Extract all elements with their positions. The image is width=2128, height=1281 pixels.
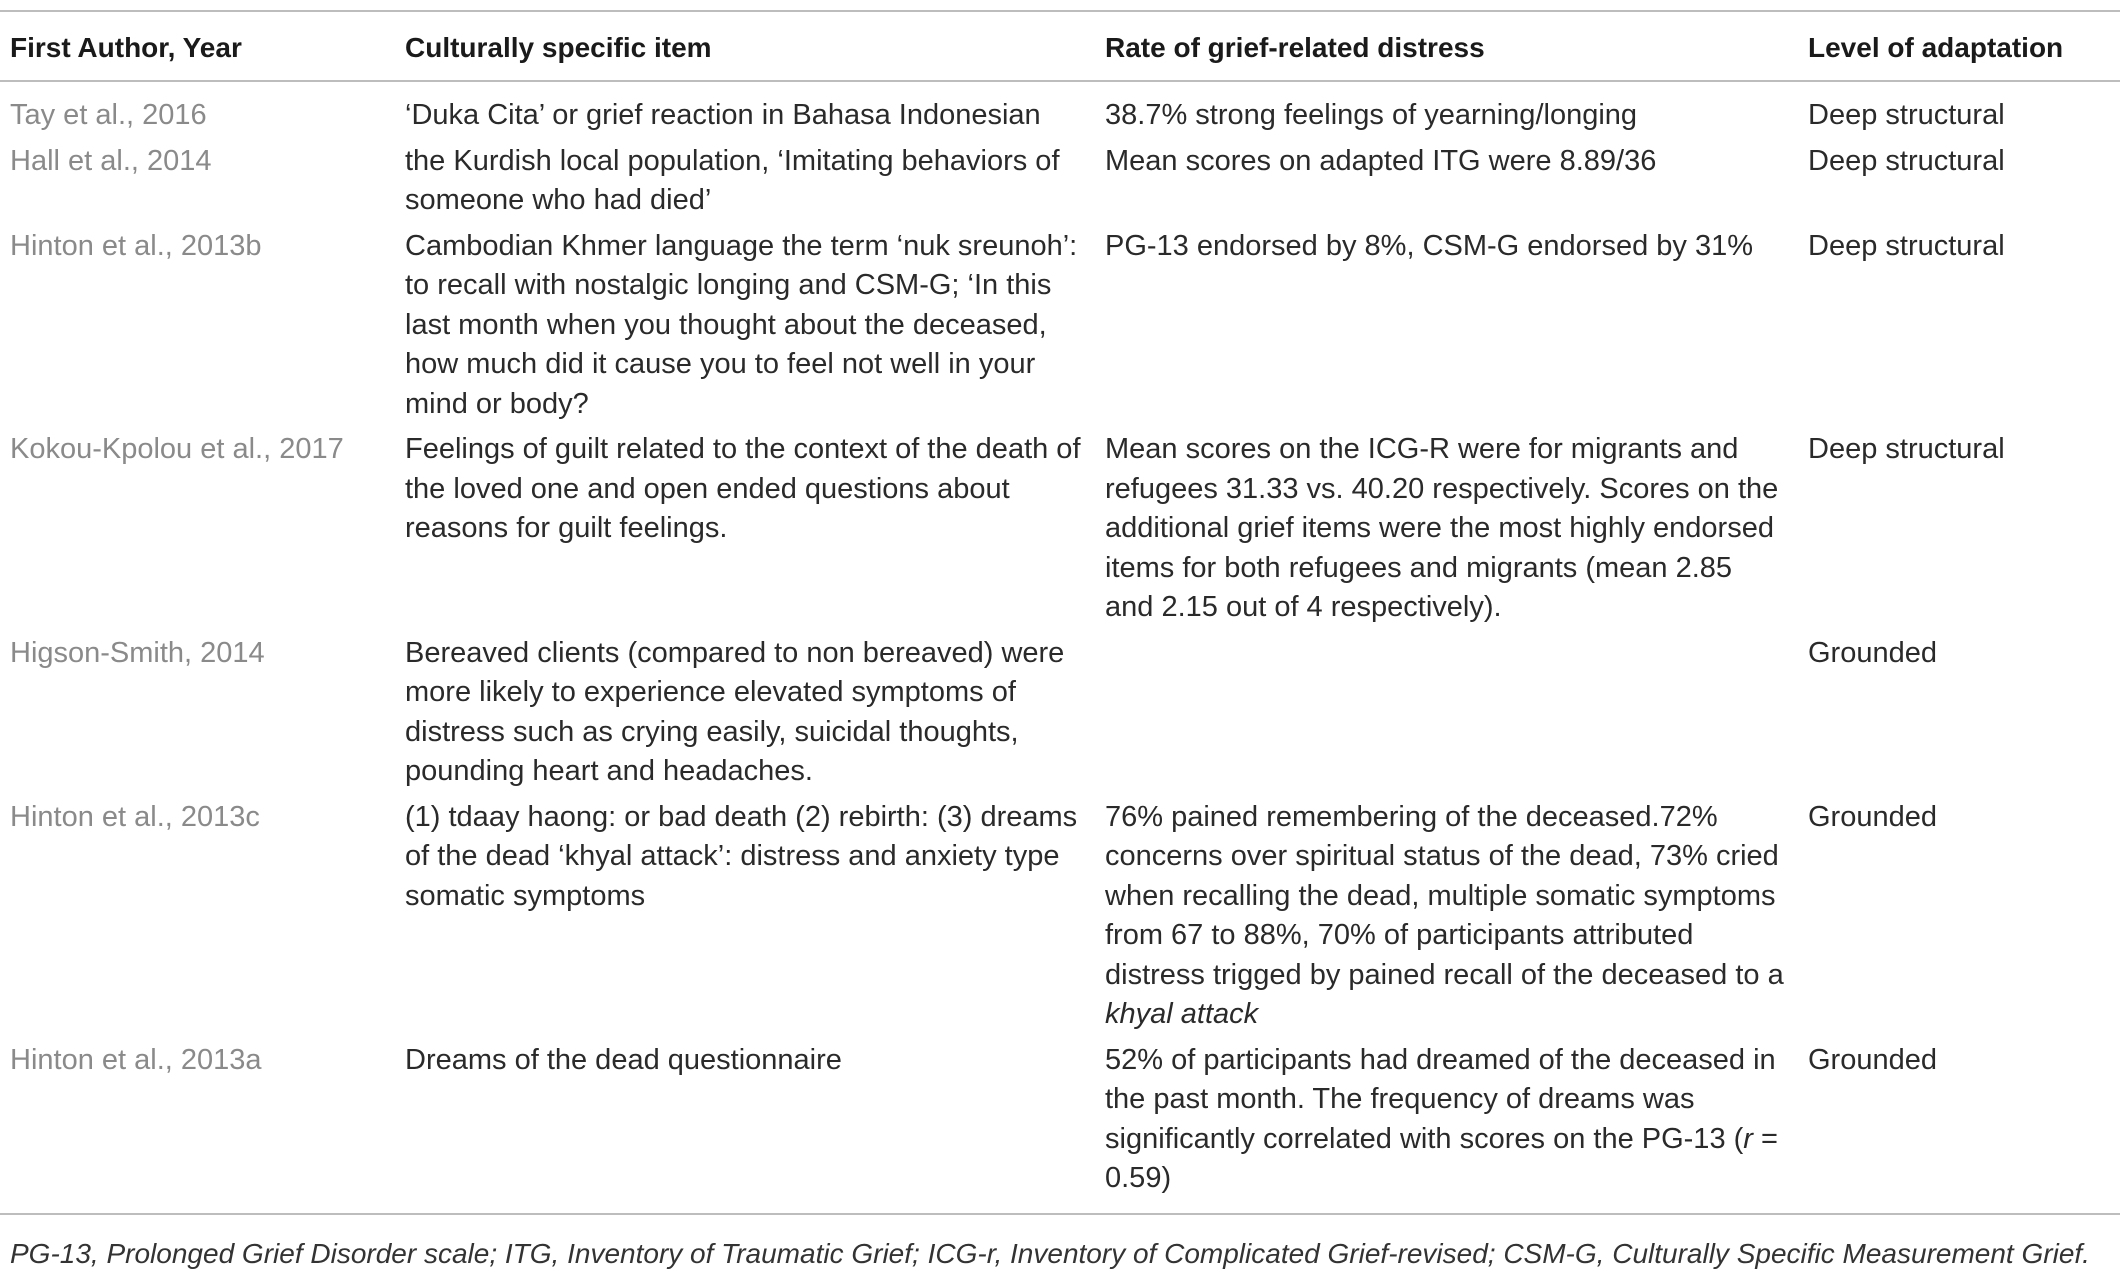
rate-text: 52% of participants had dreamed of the deceased in the past month. The frequency of dreams was significantly correlated with scores on the PG-13 (: [1105, 1043, 1776, 1155]
cell-level: Grounded: [1796, 1035, 2120, 1214]
rate-text: 76% pained remembering of the deceased.72% concerns over spiritual status of the dead, 73% cried when recalling the dead, multiple somatic symptoms from 67 to 88%, 70% of participants attributed distress trigged by pained recall of the deceased to a: [1105, 800, 1784, 991]
table-row: [0, 1035, 2120, 1214]
cell-item: Feelings of guilt related to the context of the death of the loved one and open ended questions about reasons for guilt feelings.: [405, 433, 1081, 544]
table-row: [0, 136, 2120, 221]
cell-author: Tay et al., 2016: [10, 99, 207, 131]
cell-author: Kokou-Kpolou et al., 2017: [10, 433, 344, 465]
header-rate-of-distress: Rate of grief-related distress: [1093, 11, 1796, 81]
header-culturally-specific-item: Culturally specific item: [393, 11, 1093, 81]
table-row: [0, 792, 2120, 1035]
cell-item: (1) tdaay haong: or bad death (2) rebirth: (3) dreams of the dead ‘khyal attack’: distress and anxiety type somatic symptoms: [405, 800, 1078, 912]
cell-author: Hinton et al., 2013b: [10, 229, 262, 262]
cell-rate: Mean scores on adapted ITG were 8.89/36: [1105, 144, 1657, 177]
cell-level: Deep structural: [1808, 144, 2005, 177]
header-level-of-adaptation: Level of adaptation: [1796, 11, 2120, 81]
cell-author: Hinton et al., 2013c: [10, 800, 260, 833]
grief-measures-table: [0, 10, 2120, 1215]
table-footnote: PG-13, Prolonged Grief Disorder scale; ITG, Inventory of Traumatic Grief; ICG-r, Inventory of Complicated Grief-revised; CSM-G, Culturally Specific Measurement Grief.: [10, 1238, 2090, 1269]
rate-italic-symbol: r: [1743, 1122, 1753, 1155]
cell-level: Grounded: [1808, 636, 1937, 669]
table-row: [0, 81, 2120, 136]
cell-item: Dreams of the dead questionnaire: [393, 1035, 1093, 1214]
cell-level: Deep structural: [1808, 433, 2005, 465]
cell-level: Grounded: [1808, 800, 1937, 833]
cell-item: Cambodian Khmer language the term ‘nuk sreunoh’: to recall with nostalgic longing and CSM-G; ‘In this last month when you thought about the deceased, how much did it cause you to feel not well in your mind or body?: [405, 229, 1078, 420]
cell-level: Deep structural: [1808, 229, 2005, 262]
rate-italic-term: khyal attack: [1105, 998, 1259, 1030]
cell-item: Bereaved clients (compared to non bereaved) were more likely to experience elevated symptoms of distress such as crying easily, suicidal thoughts, pounding heart and headaches.: [405, 636, 1065, 787]
table-row: [0, 221, 2120, 425]
header-first-author-year: First Author, Year: [0, 11, 393, 81]
cell-item: the Kurdish local population, ‘Imitating behaviors of someone who had died’: [405, 144, 1060, 216]
cell-level: Deep structural: [1808, 99, 2005, 131]
cell-author: Higson-Smith, 2014: [10, 636, 265, 669]
cell-rate: Mean scores on the ICG-R were for migrants and refugees 31.33 vs. 40.20 respectively. Scores on the additional grief items were the most highly endorsed items for both refugees and migrants (mean 2.85 and 2.15 out of 4 respectively).: [1105, 433, 1779, 623]
cell-item: ‘Duka Cita’ or grief reaction in Bahasa Indonesian: [405, 99, 1041, 131]
cell-author: Hinton et al., 2013a: [0, 1035, 393, 1214]
cell-rate: 38.7% strong feelings of yearning/longing: [1105, 99, 1638, 131]
cell-author: Hall et al., 2014: [10, 144, 212, 177]
table-row: [0, 424, 2120, 628]
table-header-row: [0, 11, 2120, 81]
table-row: [0, 628, 2120, 792]
cell-rate: PG-13 endorsed by 8%, CSM-G endorsed by 31%: [1105, 229, 1753, 262]
cell-rate: [1093, 628, 1796, 792]
cell-rate: [1093, 1035, 1796, 1214]
rate-text-tail: = 0.59): [1105, 1122, 1778, 1194]
cell-rate: [1093, 792, 1796, 1035]
